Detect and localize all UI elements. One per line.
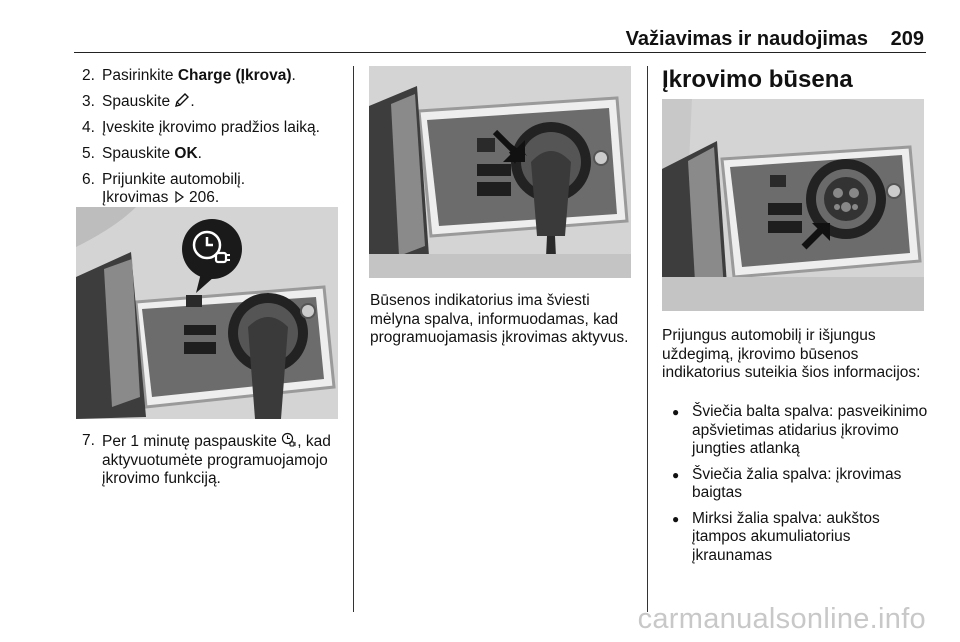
column-divider-1 [353, 66, 354, 612]
page-number: 209 [890, 28, 924, 50]
bullet-icon: ● [672, 405, 680, 419]
bullet-icon: ● [672, 511, 680, 526]
intro-text: Prijungus automobilį ir išjungus uždegimą, įkrovimo būsenos indikatorius suteikia šios informacijos: [662, 327, 921, 381]
bullet-text: Šviečia balta spalva: pasveikinimo apšvietimas atidarius įkrovimo jungties atlanką [692, 403, 928, 457]
crossref-link[interactable] [102, 188, 219, 207]
step-3 [82, 92, 195, 111]
step-number: 7. [82, 432, 95, 449]
crossref-page: 206. [188, 189, 220, 206]
step-number: 2. [82, 67, 95, 84]
pencil-icon [174, 93, 190, 110]
column-divider-2 [647, 66, 648, 612]
step-number: 5. [82, 145, 95, 162]
photo-charge-socket [662, 99, 924, 311]
clock-plug-icon [281, 433, 297, 450]
step-text: Spauskite [102, 93, 175, 110]
step-number: 3. [82, 93, 95, 110]
status-bullet-list [668, 403, 928, 572]
step-number: 6. [82, 171, 95, 188]
list-item [668, 403, 928, 459]
triangle-arrow-icon [173, 191, 185, 203]
step-number: 4. [82, 119, 95, 136]
step-text: Pasirinkite [102, 67, 178, 84]
bullet-text: Šviečia žalia spalva: įkrovimas baigtas [692, 465, 902, 501]
list-item [668, 466, 928, 503]
step-bold: OK [174, 145, 198, 162]
step-suffix: . [291, 67, 296, 84]
photo-plug-indicator [369, 66, 631, 278]
header-title: Važiavimas ir naudojimas [625, 28, 868, 50]
step-7 [82, 432, 350, 489]
step-suffix: . [190, 93, 195, 110]
caption-middle: Būsenos indikatorius ima šviesti mėlyna spalva, informuodamas, kad programuojamasis įkrovimas aktyvus. [370, 292, 629, 346]
bullet-icon: ● [672, 467, 680, 482]
step-2 [82, 66, 296, 85]
photo-clock-plug [76, 207, 338, 419]
step-text: Spauskite [102, 145, 175, 162]
step-text-before: Per 1 minutę paspauskite [102, 433, 282, 450]
step-text-after: , kad aktyvuotumėte programuojamojo įkrovimo funkciją. [102, 433, 331, 487]
watermark: carmanualsonline.info [637, 603, 926, 635]
step-4 [82, 118, 320, 137]
section-heading: Įkrovimo būsena [662, 66, 853, 93]
header-rule [74, 52, 926, 53]
step-6 [82, 170, 245, 189]
step-text: Prijunkite automobilį. [102, 171, 246, 188]
step-text: Įveskite įkrovimo pradžios laiką. [102, 119, 320, 136]
step-5 [82, 144, 202, 163]
step-suffix: . [197, 145, 202, 162]
bullet-text: Mirksi žalia spalva: aukštos įtampos akumuliatorius įkraunamas [692, 509, 880, 564]
crossref-text: Įkrovimas [102, 189, 169, 206]
step-bold: Charge (Įkrova) [177, 67, 292, 84]
list-item [668, 510, 928, 566]
